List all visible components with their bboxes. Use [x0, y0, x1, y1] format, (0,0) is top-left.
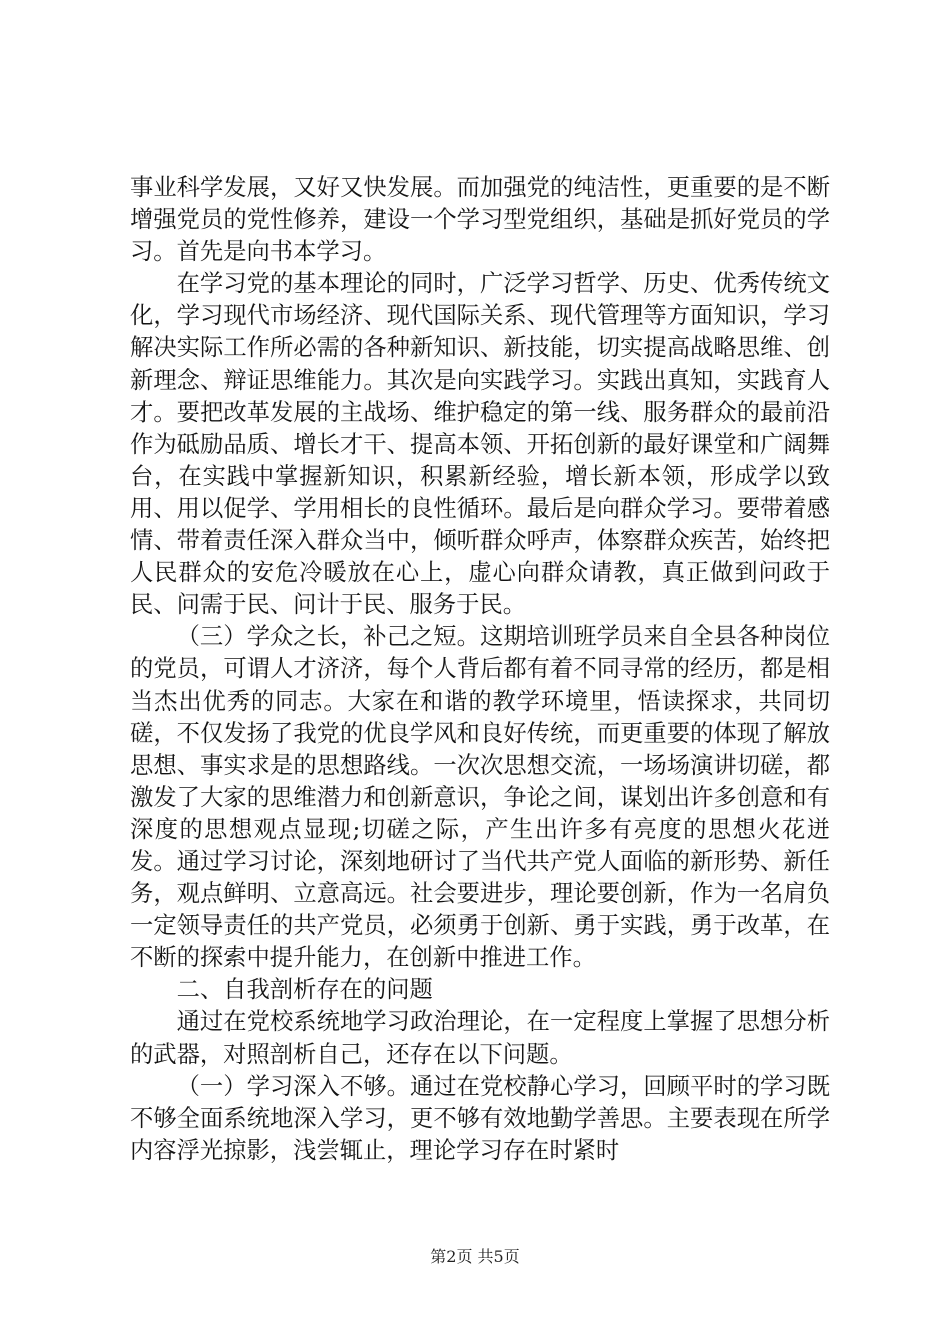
page-number-footer: 第2页 共5页: [430, 1247, 520, 1266]
paragraph-study-theory: 在学习党的基本理论的同时，广泛学习哲学、历史、优秀传统文化，学习现代市场经济、现代国际关系、现代管理等方面知识，学习解决实际工作所必需的各种新知识、新技能，切实提高战略思维、创新理念、辩证思维能力。其次是向实践学习。实践出真知，实践育人才。要把改革发展的主战场、维护稳定的第一线、服务群众的最前沿作为砥励品质、增长才干、提高本领、开拓创新的最好课堂和广阔舞台，在实践中掌握新知识，积累新经验，增长新本领，形成学以致用、用以促学、学用相长的良性循环。最后是向群众学习。要带着感情、带着责任深入群众当中，倾听群众呼声，体察群众疾苦，始终把人民群众的安危冷暖放在心上，虚心向群众请教，真正做到问政于民、问需于民、问计于民、服务于民。: [130, 270, 830, 619]
document-body: [130, 172, 830, 1167]
paragraph-continuation: 事业科学发展，又好又快发展。而加强党的纯洁性，更重要的是不断增强党员的党性修养，建设一个学习型党组织，基础是抓好党员的学习。首先是向书本学习。: [130, 174, 830, 266]
paragraph-study-not-deep: （一）学习深入不够。通过在党校静心学习，回顾平时的学习既不够全面系统地深入学习，更不够有效地勤学善思。主要表现在所学内容浮光掠影，浅尝辄止，理论学习存在时紧时: [130, 1072, 830, 1164]
section-heading-self-analysis: 二、自我剖析存在的问题: [176, 976, 433, 1004]
paragraph-learn-from-others: （三）学众之长，补己之短。这期培训班学员来自全县各种岗位的党员，可谓人才济济，每个人背后都有着不同寻常的经历，都是相当杰出优秀的同志。大家在和谐的教学环境里，悟读探求，共同切磋，不仅发扬了我党的优良学风和良好传统，而更重要的体现了解放思想、事实求是的思想路线。一次次思想交流，一场场演讲切磋，都激发了大家的思维潜力和创新意识，争论之间，谋划出许多创意和有深度的思想观点显现;切磋之际，产生出许多有亮度的思想火花迸发。通过学习讨论，深刻地研讨了当代共产党人面临的新形势、新任务，观点鲜明、立意高远。社会要进步，理论要创新，作为一名肩负一定领导责任的共产党员，必须勇于创新、勇于实践，勇于改革，在不断的探索中提升能力，在创新中推进工作。: [130, 623, 830, 972]
paragraph-self-analysis-intro: 通过在党校系统地学习政治理论，在一定程度上掌握了思想分析的武器，对照剖析自己，还存在以下问题。: [130, 1008, 830, 1068]
